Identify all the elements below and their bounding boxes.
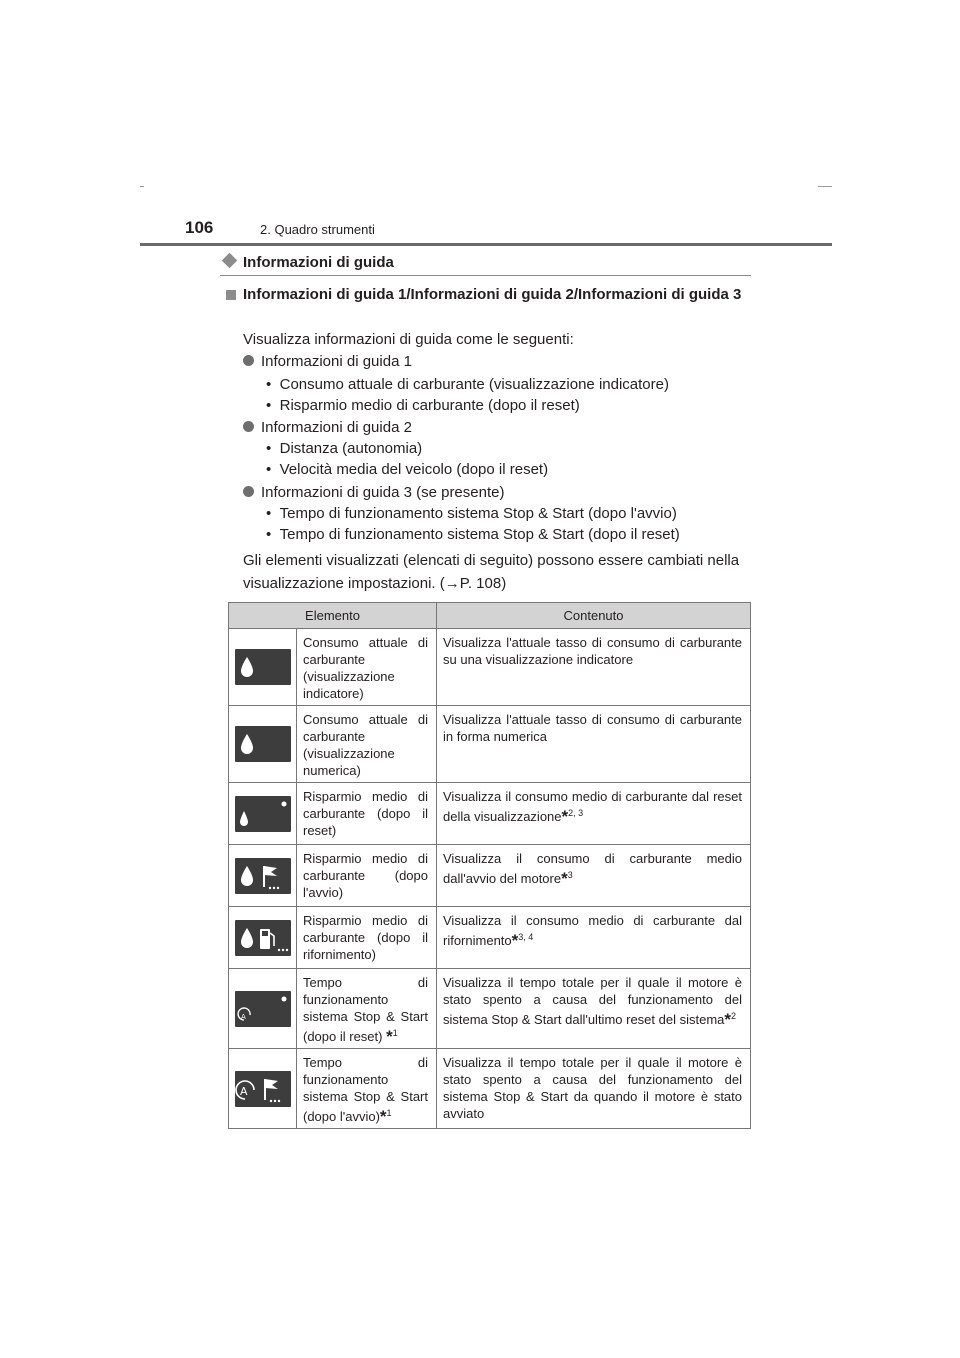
fuel-drop-reset-icon xyxy=(235,796,291,832)
content-cell: Visualizza il tempo totale per il quale il motore è stato spento a causa del funzionamento del sistema Stop & Start dall'ultimo reset del sistema*$^2$ xyxy=(437,969,751,1049)
table-row xyxy=(229,629,751,706)
column-header-content: Contenuto xyxy=(437,603,751,629)
content-cell: Visualizza il tempo totale per il quale il motore è stato spento a causa del funzionamento del sistema Stop & Start da quando il motore è stato avviato xyxy=(437,1049,751,1129)
sub-list-item: • Distanza (autonomia) xyxy=(266,440,423,457)
section-title: Informazioni di guida xyxy=(243,254,394,271)
page-reference-link[interactable]: P. 108) xyxy=(459,575,507,592)
subsection-title: Informazioni di guida 1/Informazioni di guida 2/Informazioni di guida 3 xyxy=(243,286,742,303)
element-cell: Risparmio medio di carburante (dopo il rifornimento) xyxy=(297,907,437,969)
sub-list-item: • Risparmio medio di carburante (dopo il reset) xyxy=(266,397,580,414)
table-row xyxy=(229,1049,751,1129)
section-heading xyxy=(220,254,751,276)
chapter-title: 2. Quadro strumenti xyxy=(260,222,375,237)
table-row xyxy=(229,783,751,845)
list-item: Informazioni di guida 2 xyxy=(243,419,412,436)
driving-info-table xyxy=(228,602,751,1129)
sub-list-item: • Velocità media del veicolo (dopo il reset) xyxy=(266,461,549,478)
intro-text: Visualizza informazioni di guida come le seguenti: xyxy=(243,331,574,348)
icon-cell xyxy=(229,1049,297,1129)
column-header-element: Elemento xyxy=(229,603,437,629)
stop-start-flag-icon xyxy=(235,1071,291,1107)
content-cell: Visualizza il consumo medio di carburante dal rifornimento*$^{3, 4}$ xyxy=(437,907,751,969)
icon-cell xyxy=(229,845,297,907)
bullet-dot-icon xyxy=(243,486,254,497)
icon-cell xyxy=(229,969,297,1049)
sub-list-item: • Tempo di funzionamento sistema Stop & Start (dopo il reset) xyxy=(266,526,680,543)
table-row xyxy=(229,845,751,907)
element-cell: Tempo di funzionamento sistema Stop & Start (dopo il reset) *$^1$ xyxy=(297,969,437,1049)
diamond-bullet-icon xyxy=(222,253,238,269)
element-cell: Tempo di funzionamento sistema Stop & Start (dopo l'avvio)*$^1$ xyxy=(297,1049,437,1129)
page-number: 106 xyxy=(185,218,214,237)
arrow-right-icon: → xyxy=(444,575,460,592)
table-row xyxy=(229,907,751,969)
subsection-heading xyxy=(226,285,747,305)
header-rule xyxy=(140,243,832,246)
fuel-drop-icon xyxy=(235,726,291,762)
svg-text:A: A xyxy=(240,1012,246,1021)
content-cell: Visualizza l'attuale tasso di consumo di carburante su una visualizzazione indicatore xyxy=(437,629,751,706)
fuel-drop-icon xyxy=(235,649,291,685)
stop-start-reset-icon xyxy=(235,991,291,1027)
settings-note: Gli elementi visualizzati (elencati di seguito) possono essere cambiati nella visualizzazione impostazioni. (→P. 108) xyxy=(243,552,740,592)
bullet-dot-icon xyxy=(243,355,254,366)
sub-list-item: • Tempo di funzionamento sistema Stop & Start (dopo l'avvio) xyxy=(266,505,677,522)
fuel-drop-pump-icon xyxy=(235,920,291,956)
element-cell: Risparmio medio di carburante (dopo il reset) xyxy=(297,783,437,845)
crop-mark-right xyxy=(818,186,832,187)
list-item: Informazioni di guida 1 xyxy=(243,353,412,370)
sub-list-item: • Consumo attuale di carburante (visualizzazione indicatore) xyxy=(266,376,669,393)
icon-cell xyxy=(229,629,297,706)
content-cell: Visualizza il consumo di carburante medio dall'avvio del motore*$^3$ xyxy=(437,845,751,907)
content-cell: Visualizza il consumo medio di carburante dal reset della visualizzazione*$^{2, 3}$ xyxy=(437,783,751,845)
element-cell: Risparmio medio di carburante (dopo l'avvio) xyxy=(297,845,437,907)
table-header-row xyxy=(229,603,751,629)
icon-cell xyxy=(229,706,297,783)
icon-cell xyxy=(229,783,297,845)
crop-mark-left xyxy=(140,186,144,187)
bullet-dot-icon xyxy=(243,421,254,432)
list-item: Informazioni di guida 3 (se presente) xyxy=(243,484,504,501)
element-cell: Consumo attuale di carburante (visualizzazione numerica) xyxy=(297,706,437,783)
svg-text:A: A xyxy=(239,1084,248,1098)
table-row xyxy=(229,969,751,1049)
icon-cell xyxy=(229,907,297,969)
element-cell: Consumo attuale di carburante (visualizzazione indicatore) xyxy=(297,629,437,706)
content-cell: Visualizza l'attuale tasso di consumo di carburante in forma numerica xyxy=(437,706,751,783)
table-row xyxy=(229,706,751,783)
square-bullet-icon xyxy=(226,290,236,300)
fuel-drop-flag-icon xyxy=(235,858,291,894)
